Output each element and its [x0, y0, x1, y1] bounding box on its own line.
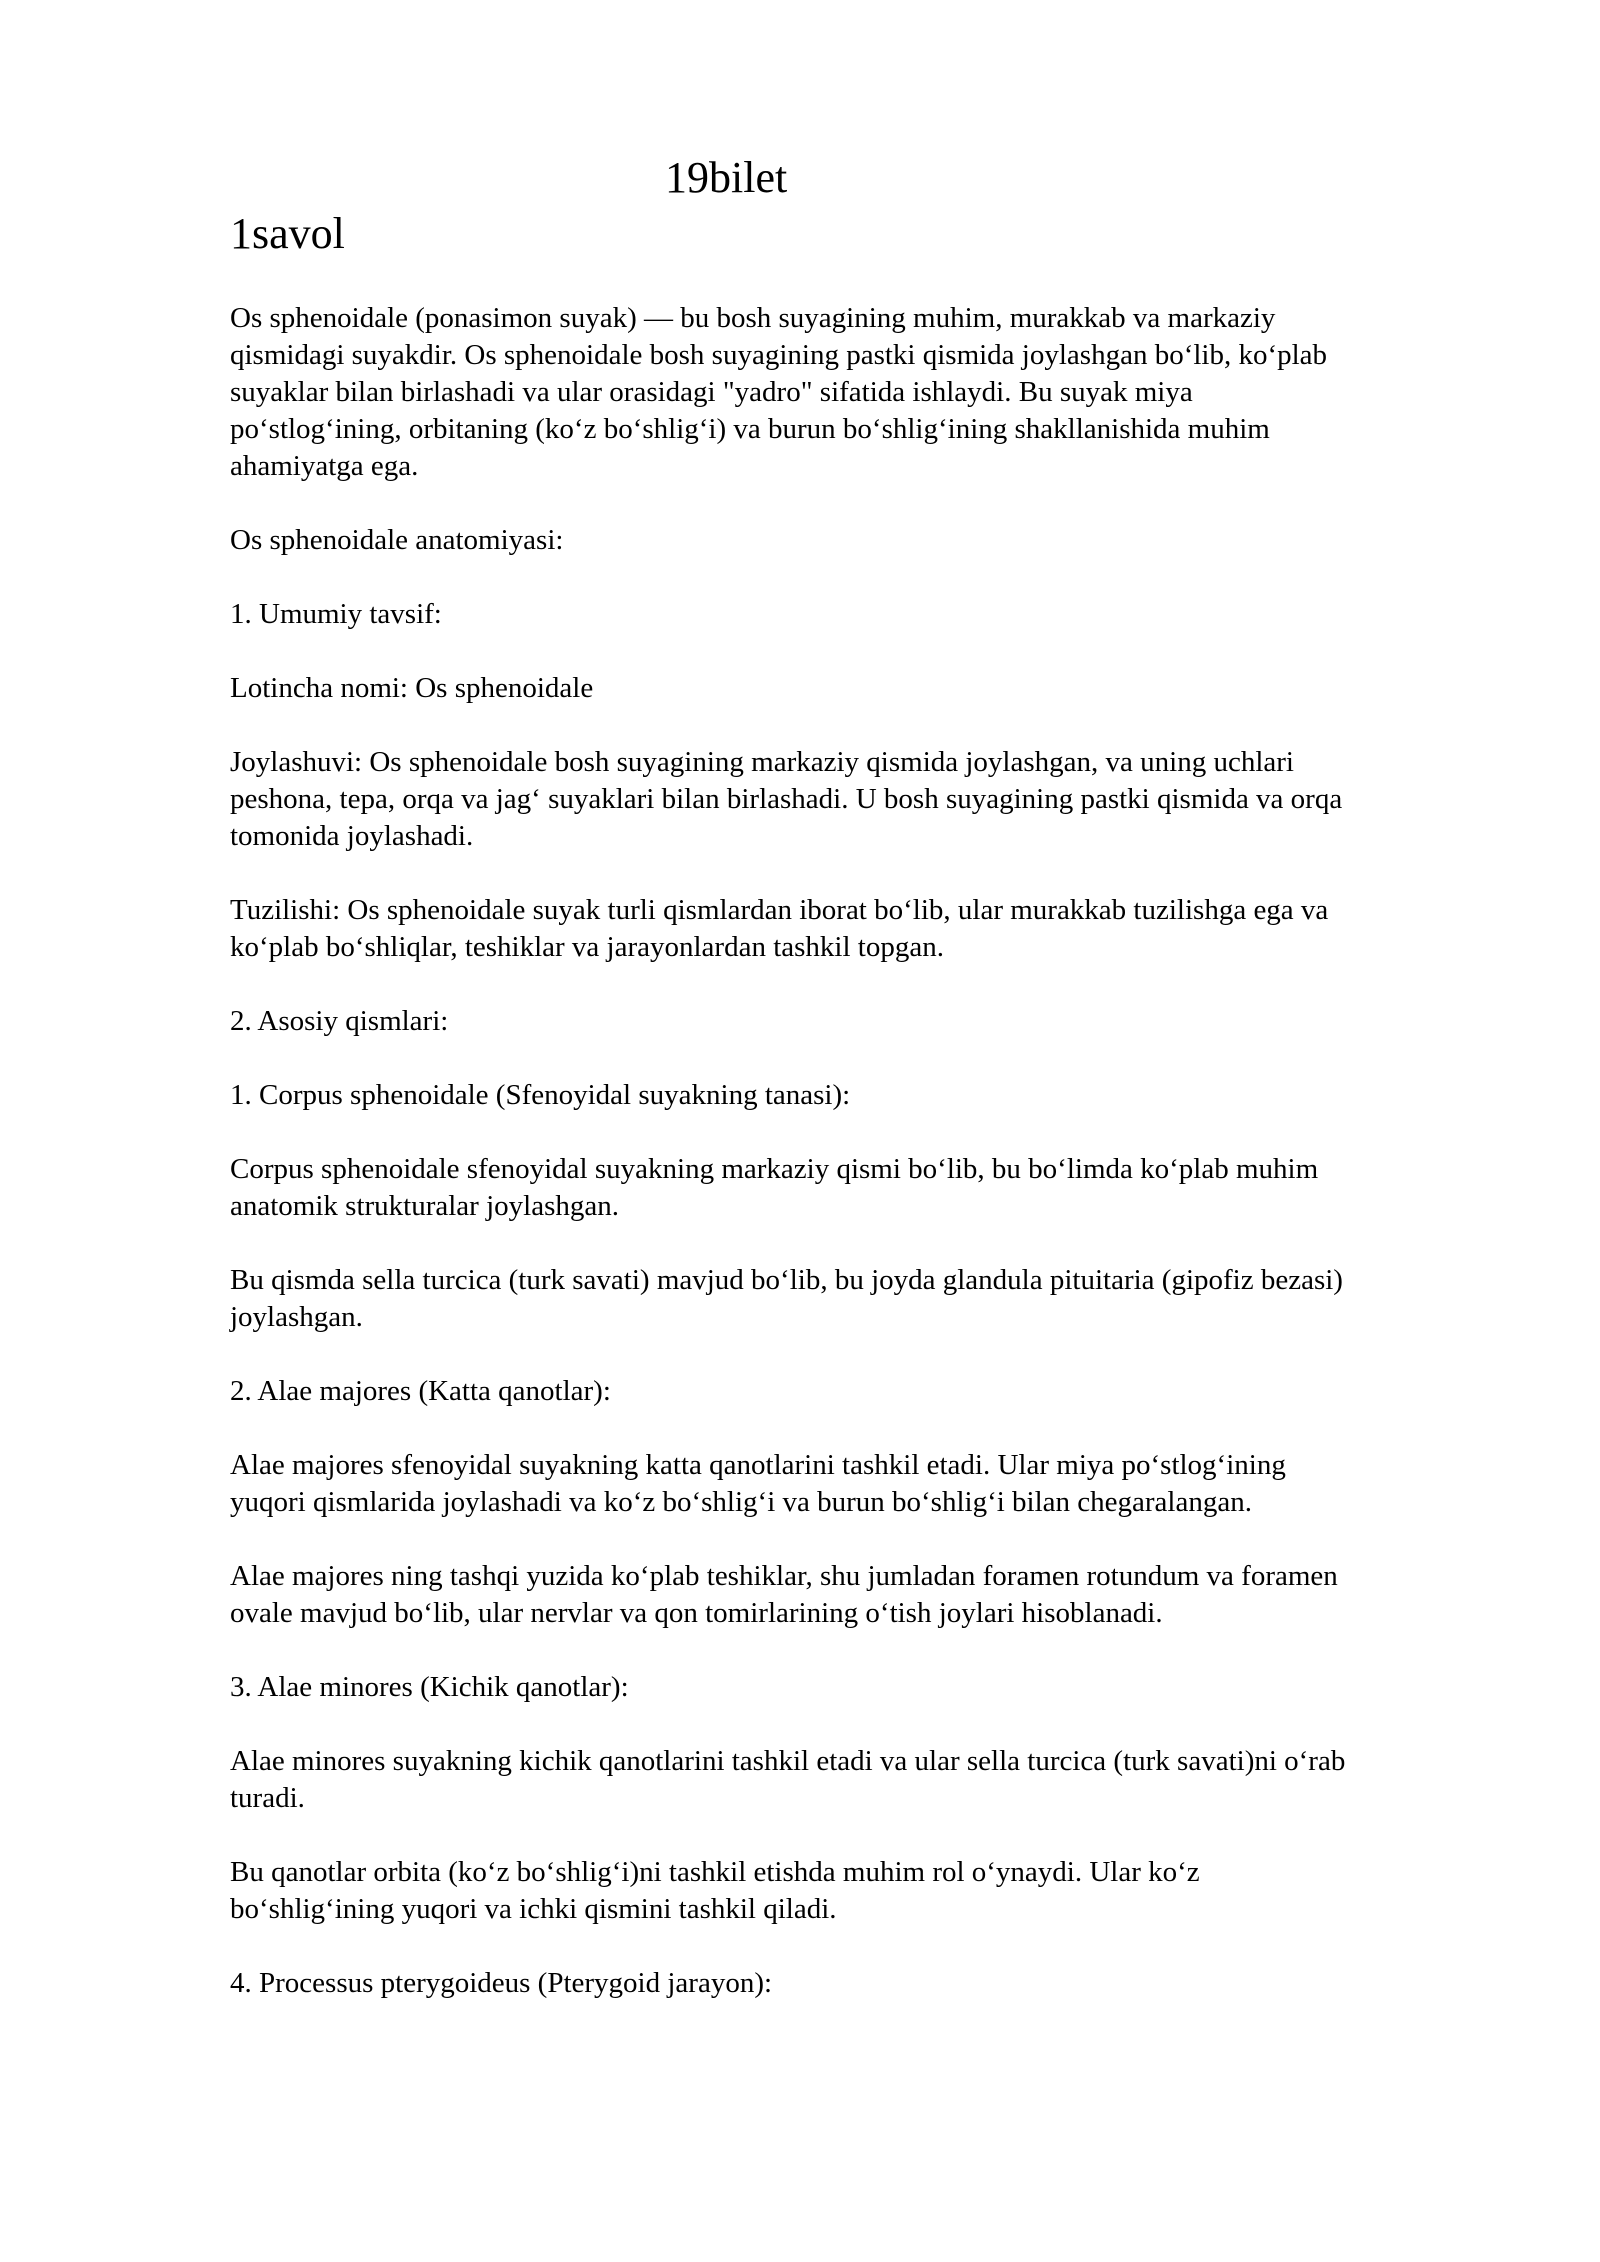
paragraph: Lotincha nomi: Os sphenoidale [230, 672, 594, 704]
paragraph: Alae majores sfenoyidal suyakning katta qanotlarini tashkil etadi. Ular miya po‘stlog‘ining yuqori qismlarida joylashadi va ko‘z bo‘shlig‘i va burun bo‘shlig‘i bilan chegaralangan. [230, 1449, 1286, 1518]
paragraph: Alae majores ning tashqi yuzida ko‘plab teshiklar, shu jumladan foramen rotundum va foramen ovale mavjud bo‘lib, ular nervlar va qon tomirlarining o‘tish joylari hisoblanadi. [230, 1560, 1338, 1629]
paragraph: 1. Corpus sphenoidale (Sfenoyidal suyakning tanasi): [230, 1079, 851, 1111]
paragraph: 2. Alae majores (Katta qanotlar): [230, 1375, 611, 1407]
paragraph: Corpus sphenoidale sfenoyidal suyakning markaziy qismi bo‘lib, bu bo‘limda ko‘plab muhim anatomik strukturalar joylashgan. [230, 1153, 1319, 1222]
paragraph: 2. Asosiy qismlari: [230, 1005, 449, 1037]
paragraph: Bu qismda sella turcica (turk savati) mavjud bo‘lib, bu joyda glandula pituitaria (gipofiz bezasi) joylashgan. [230, 1264, 1343, 1333]
paragraph: Tuzilishi: Os sphenoidale suyak turli qismlardan iborat bo‘lib, ular murakkab tuzilishga ega va ko‘plab bo‘shliqlar, teshiklar va jarayonlardan tashkil topgan. [230, 894, 1329, 963]
section-title: 1savol [230, 209, 345, 258]
paragraph: Bu qanotlar orbita (ko‘z bo‘shlig‘i)ni tashkil etishda muhim rol o‘ynaydi. Ular ko‘z bo‘shlig‘ining yuqori va ichki qismini tashkil qiladi. [230, 1856, 1200, 1925]
paragraph: Os sphenoidale anatomiyasi: [230, 524, 564, 556]
document-body [230, 300, 1480, 2039]
paragraph: 3. Alae minores (Kichik qanotlar): [230, 1671, 629, 1703]
paragraph: 1. Umumiy tavsif: [230, 598, 442, 630]
paragraph: Os sphenoidale (ponasimon suyak) — bu bosh suyagining muhim, murakkab va markaziy qismidagi suyakdir. Os sphenoidale bosh suyagining pastki qismida joylashgan bo‘lib, ko‘plab suyaklar bilan birlashadi va ular orasidagi "yadro" sifatida ishlaydi. Bu suyak miya po‘stlog‘ining, orbitaning (ko‘z bo‘shlig‘i) va burun bo‘shlig‘ining shakllanishida muhim ahamiyatga ega. [230, 302, 1328, 482]
paragraph: 4. Processus pterygoideus (Pterygoid jarayon): [230, 1967, 773, 1999]
paragraph: Alae minores suyakning kichik qanotlarini tashkil etadi va ular sella turcica (turk savati)ni o‘rab turadi. [230, 1745, 1346, 1814]
document-title: 19bilet [665, 153, 788, 202]
paragraph: Joylashuvi: Os sphenoidale bosh suyagining markaziy qismida joylashgan, va uning uchlari peshona, tepa, orqa va jag‘ suyaklari bilan birlashadi. U bosh suyagining pastki qismida va orqa tomonida joylashadi. [230, 746, 1343, 852]
